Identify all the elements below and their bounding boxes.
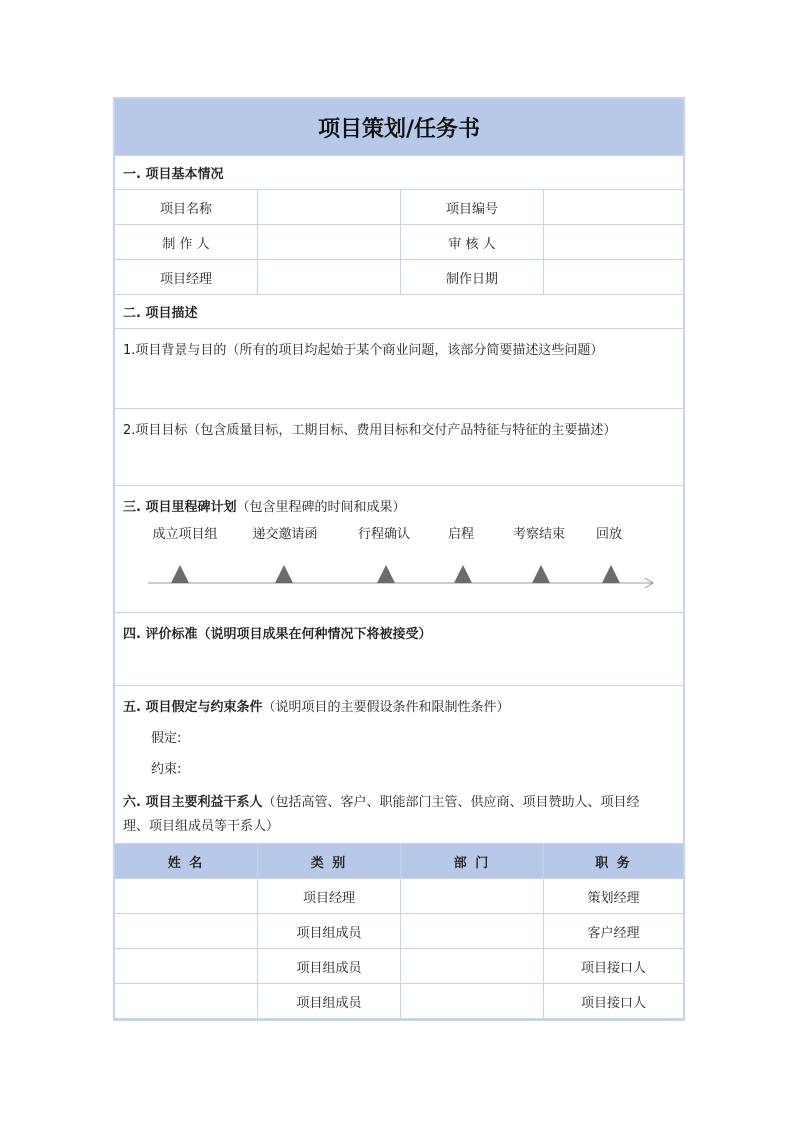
row4-department[interactable] [401, 984, 544, 1019]
document-title: 项目策划/任务书 [115, 99, 683, 156]
evaluation-section[interactable] [115, 613, 683, 686]
row1-category: 项目经理 [258, 879, 401, 914]
background-purpose-block[interactable] [115, 329, 683, 409]
field-project-manager[interactable] [258, 260, 401, 295]
milestone-marker-3 [454, 565, 472, 583]
field-project-name[interactable] [258, 190, 401, 225]
row4-role: 项目接口人 [544, 984, 683, 1019]
row2-category: 项目组成员 [258, 914, 401, 949]
milestone-label-5: 回放 [595, 527, 623, 542]
section3-heading-note: （包含里程碑的时间和成果） [236, 500, 406, 515]
field-reviewer[interactable] [544, 225, 683, 260]
milestone-timeline [115, 516, 683, 611]
row1-role: 策划经理 [544, 879, 683, 914]
section2-heading [115, 295, 683, 329]
col-header-department: 部 门 [401, 844, 544, 879]
section3-heading [123, 496, 405, 515]
row2-role: 客户经理 [544, 914, 683, 949]
field-date[interactable] [544, 260, 683, 295]
label-project-manager: 项目经理 [115, 260, 258, 295]
section6-heading [115, 777, 683, 835]
milestone-marker-5 [602, 565, 620, 583]
field-project-number[interactable] [544, 190, 683, 225]
background-purpose-text: 1.项目背景与目的（所有的项目均起始于某个商业问题，该部分简要描述这些问题） [123, 343, 604, 358]
objectives-block[interactable] [115, 409, 683, 486]
section3-heading-bold: 三. 项目里程碑计划 [123, 500, 237, 515]
milestone-label-4: 考察结束 [512, 527, 566, 542]
milestone-section [115, 486, 683, 613]
col-header-category: 类 别 [258, 844, 401, 879]
row4-name[interactable] [115, 984, 258, 1019]
section5-heading-note: （说明项目的主要假设条件和限制性条件） [262, 700, 510, 715]
assumption-line[interactable]: 假定: [151, 731, 182, 746]
row3-category: 项目组成员 [258, 949, 401, 984]
field-author[interactable] [258, 225, 401, 260]
section6-heading-note-line2: 理、项目组成员等干系人） [123, 819, 280, 834]
milestone-marker-1 [275, 565, 293, 583]
section2-heading-text: 二. 项目描述 [123, 306, 198, 321]
label-reviewer: 审 核 人 [401, 225, 544, 260]
label-author: 制 作 人 [115, 225, 258, 260]
row2-department[interactable] [401, 914, 544, 949]
row3-department[interactable] [401, 949, 544, 984]
section5-heading [115, 686, 683, 715]
section4-heading [115, 613, 683, 652]
section1-heading-text: 一. 项目基本情况 [123, 167, 224, 182]
row1-name[interactable] [115, 879, 258, 914]
milestone-marker-0 [171, 565, 189, 583]
label-date: 制作日期 [401, 260, 544, 295]
section6-heading-note-line1: （包括高管、客户、职能部门主管、供应商、项目赞助人、项目经 [262, 795, 640, 810]
stakeholder-table [115, 843, 683, 1019]
col-header-name: 姓 名 [115, 844, 258, 879]
col-header-role: 职 务 [544, 844, 683, 879]
row1-department[interactable] [401, 879, 544, 914]
constraint-line[interactable]: 约束: [151, 762, 182, 777]
label-project-name: 项目名称 [115, 190, 258, 225]
section1-heading [115, 156, 683, 190]
row2-name[interactable] [115, 914, 258, 949]
milestone-label-0: 成立项目组 [152, 527, 218, 542]
milestone-label-2: 行程确认 [357, 527, 411, 542]
section5-heading-bold: 五. 项目假定与约束条件 [123, 700, 263, 715]
milestone-label-1: 递交邀请函 [252, 527, 318, 542]
milestone-marker-4 [532, 565, 550, 583]
objectives-text: 2.项目目标（包含质量目标，工期目标、费用目标和交付产品特征与特征的主要描述） [123, 423, 617, 438]
section6-heading-bold: 六. 项目主要利益干系人 [123, 795, 263, 810]
task-document [113, 97, 685, 1021]
milestone-marker-2 [377, 565, 395, 583]
section4-heading-bold: 四. 评价标准 [123, 627, 198, 642]
row4-category: 项目组成员 [258, 984, 401, 1019]
basic-info-table [115, 190, 683, 295]
row3-role: 项目接口人 [544, 949, 683, 984]
label-project-number: 项目编号 [401, 190, 544, 225]
section4-heading-note: （说明项目成果在何种情况下将被接受） [197, 627, 432, 642]
milestone-label-3: 启程 [447, 527, 475, 542]
row3-name[interactable] [115, 949, 258, 984]
